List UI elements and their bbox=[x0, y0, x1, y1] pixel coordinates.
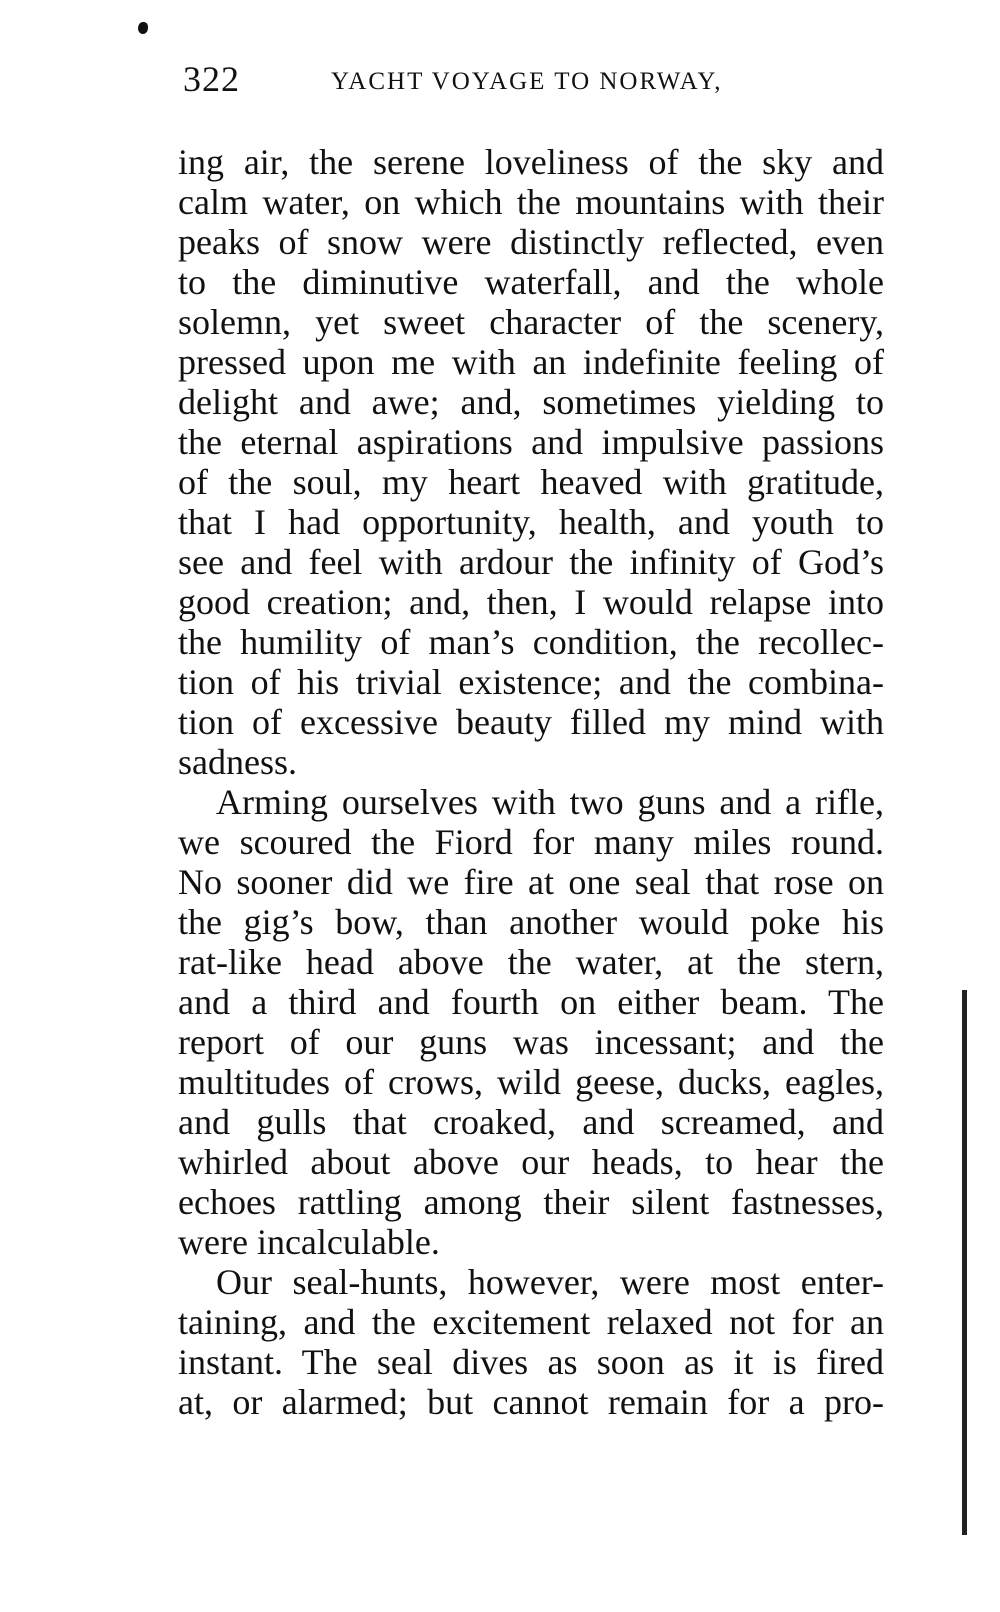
text-line: instant. The seal dives as soon as it is fired bbox=[178, 1342, 884, 1382]
text-line: and a third and fourth on either beam. The bbox=[178, 982, 884, 1022]
text-line: and gulls that croaked, and screamed, and bbox=[178, 1102, 884, 1142]
text-line: solemn, yet sweet character of the scenery, bbox=[178, 302, 884, 342]
text-line: report of our guns was incessant; and the bbox=[178, 1022, 884, 1062]
text-line: we scoured the Fiord for many miles round. bbox=[178, 822, 884, 862]
text-line: rat-like head above the water, at the stern, bbox=[178, 942, 884, 982]
text-line: ing air, the serene loveliness of the sky and bbox=[178, 142, 884, 182]
text-line: the humility of man’s condition, the recollec- bbox=[178, 622, 884, 662]
body-text bbox=[178, 142, 884, 1422]
binding-edge bbox=[962, 990, 967, 1535]
text-line: that I had opportunity, health, and youth to bbox=[178, 502, 884, 542]
text-line: see and feel with ardour the infinity of God’s bbox=[178, 542, 884, 582]
text-line: peaks of snow were distinctly reflected, even bbox=[178, 222, 884, 262]
text-line: tion of his trivial existence; and the combina- bbox=[178, 662, 884, 702]
paragraph-end-line: sadness. bbox=[178, 742, 297, 782]
ink-speck bbox=[138, 22, 148, 34]
running-head bbox=[183, 58, 903, 108]
text-line: No sooner did we fire at one seal that rose on bbox=[178, 862, 884, 902]
page-number: 322 bbox=[183, 59, 240, 99]
text-line: of the soul, my heart heaved with gratitude, bbox=[178, 462, 884, 502]
text-line: multitudes of crows, wild geese, ducks, eagles, bbox=[178, 1062, 884, 1102]
text-line: to the diminutive waterfall, and the whole bbox=[178, 262, 884, 302]
text-line: taining, and the excitement relaxed not for an bbox=[178, 1302, 884, 1342]
running-title: YACHT VOYAGE TO NORWAY, bbox=[331, 68, 723, 95]
text-line: delight and awe; and, sometimes yielding to bbox=[178, 382, 884, 422]
text-line: whirled about above our heads, to hear the bbox=[178, 1142, 884, 1182]
text-line: the gig’s bow, than another would poke his bbox=[178, 902, 884, 942]
paragraph-start-line: Our seal-hunts, however, were most enter- bbox=[216, 1262, 884, 1302]
paragraph-end-line: were incalculable. bbox=[178, 1222, 440, 1262]
paragraph-start-line: Arming ourselves with two guns and a rifle, bbox=[216, 782, 884, 822]
text-line: the eternal aspirations and impulsive passions bbox=[178, 422, 884, 462]
text-line: at, or alarmed; but cannot remain for a pro- bbox=[178, 1382, 884, 1422]
text-line: tion of excessive beauty filled my mind with bbox=[178, 702, 884, 742]
text-line: good creation; and, then, I would relapse into bbox=[178, 582, 884, 622]
text-line: pressed upon me with an indefinite feeling of bbox=[178, 342, 884, 382]
text-line: echoes rattling among their silent fastnesses, bbox=[178, 1182, 884, 1222]
text-line: calm water, on which the mountains with their bbox=[178, 182, 884, 222]
